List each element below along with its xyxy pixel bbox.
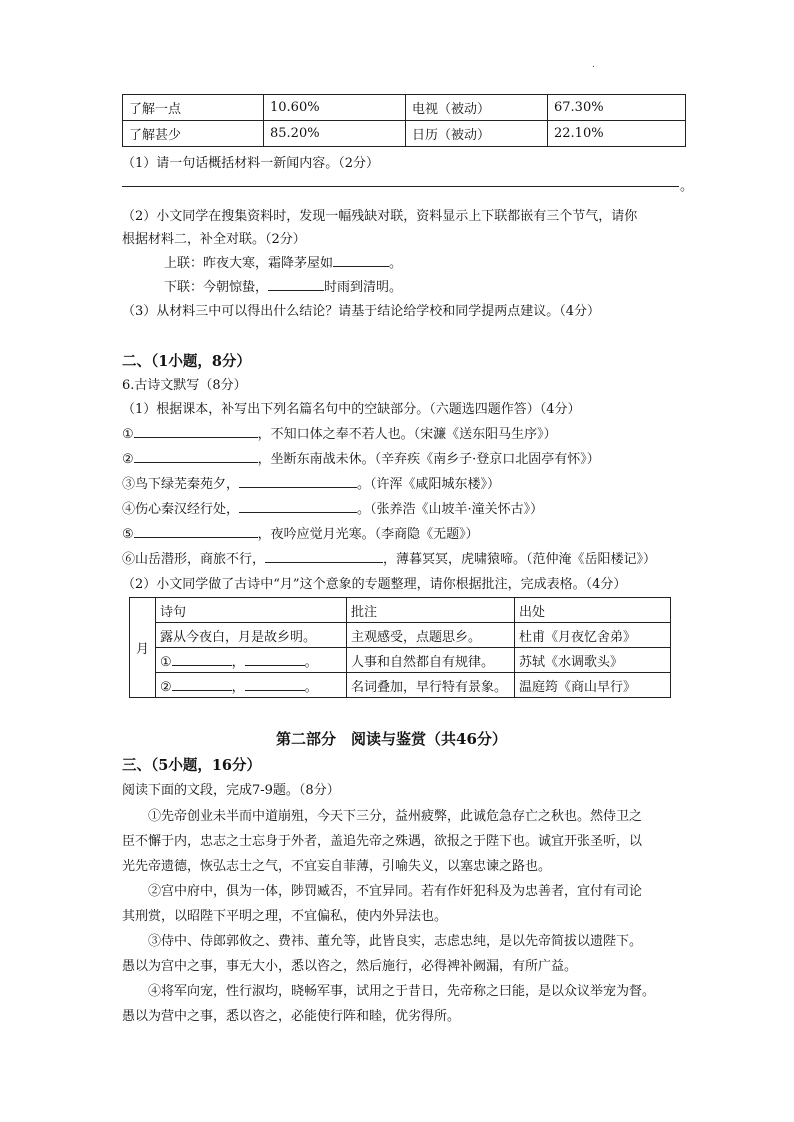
table-cell: 主观感受，点题思乡。	[347, 623, 515, 648]
paragraph-line: ②宫中府中，俱为一体，陟罚臧否，不宜异同。若有作奸犯科及为忠善者，宜付有司论	[148, 884, 643, 899]
blank[interactable]	[134, 525, 258, 538]
row-end: 。	[304, 654, 318, 670]
answer-line-end: 。	[680, 179, 694, 194]
blank[interactable]	[239, 475, 357, 488]
poem-prefix: ③鸟下绿芜秦苑夕，	[122, 477, 240, 492]
blank[interactable]	[134, 425, 258, 438]
table-header: 诗句	[156, 598, 347, 623]
moon-table	[129, 597, 671, 698]
poem-line-3	[122, 473, 500, 492]
row-number: ①	[160, 654, 172, 670]
blank[interactable]	[134, 450, 258, 463]
table-cell: 温庭筠《商山早行》	[515, 673, 671, 698]
part-2-title: 第二部分 阅读与鉴赏（共46分）	[276, 730, 507, 748]
couplet-upper-text: 上联：昨夜大寒，霜降茅屋如	[164, 256, 334, 271]
table-cell: 名词叠加，早行特有景象。	[347, 673, 515, 698]
table-cell: 露从今夜白，月是故乡明。	[156, 623, 347, 648]
table-header: 批注	[347, 598, 515, 623]
blank[interactable]	[245, 653, 305, 666]
couplet-lower-end: 时雨到清明。	[324, 280, 403, 295]
question-2-line-1: （2）小文同学在搜集资料时，发现一幅残缺对联，资料显示上下联都嵌有三个节气，请你	[122, 209, 638, 224]
table-row	[130, 623, 671, 648]
question-2-line-2: 根据材料二，补全对联。（2分）	[122, 232, 306, 247]
reading-intro: 阅读下面的文段，完成7-9题。（8分）	[122, 783, 340, 798]
table-cell	[156, 648, 347, 673]
moon-label: 月	[130, 598, 156, 698]
paragraph-line: 臣不懈于内，忠志之士忘身于外者，盖追先帝之殊遇，欲报之于陛下也。诚宜开张圣听，以	[122, 834, 643, 849]
poem-line-1	[122, 423, 557, 442]
blank[interactable]	[268, 278, 324, 291]
corner-mark: .	[592, 60, 595, 70]
survey-table	[122, 94, 686, 147]
question-1: （1）请一句话概括材料一新闻内容。（2分）	[122, 156, 380, 171]
question-6-2: （2）小文同学做了古诗中“月”这个意象的专题整理，请你根据批注，完成表格。（4分）	[122, 577, 627, 592]
table-cell: 杜甫《月夜忆舍弟》	[515, 623, 671, 648]
answer-line[interactable]	[122, 186, 679, 187]
poem-line-4	[122, 498, 543, 517]
separator: ，	[231, 654, 245, 670]
table-cell: 22.10%	[548, 121, 686, 147]
table-cell: 苏轼《水调歌头》	[515, 648, 671, 673]
poem-suffix: 。（张养浩《山坡羊·潼关怀古》）	[357, 502, 544, 517]
poem-prefix: ②	[122, 452, 134, 467]
couplet-lower-text: 下联：今朝惊蛰，	[164, 280, 269, 295]
poem-suffix: ，不知口体之奉不若人也。（宋濂《送东阳马生序》）	[257, 427, 557, 442]
couplet-lower	[164, 276, 402, 295]
poem-prefix: ⑤	[122, 527, 134, 542]
table-cell: 日历（被动）	[406, 121, 548, 147]
row-number: ②	[160, 679, 172, 695]
table-cell: 电视（被动）	[406, 95, 548, 121]
table-header: 出处	[515, 598, 671, 623]
blank[interactable]	[172, 678, 232, 691]
blank[interactable]	[245, 678, 305, 691]
table-cell: 10.60%	[264, 95, 406, 121]
table-row	[130, 648, 671, 673]
table-row	[123, 121, 686, 147]
poem-suffix: 。（许浑《咸阳城东楼》）	[357, 477, 501, 492]
table-cell: 85.20%	[264, 121, 406, 147]
table-cell: 67.30%	[548, 95, 686, 121]
poem-prefix: ⑥山岳潜形，商旅不行，	[122, 552, 266, 567]
couplet-upper	[164, 252, 402, 271]
poem-suffix: ，坐断东南战未休。（辛弃疾《南乡子·登京口北固亭有怀》）	[257, 452, 600, 467]
paragraph-line: 愚以为营中之事，悉以咨之，必能使行阵和睦，优劣得所。	[122, 1009, 461, 1024]
couplet-upper-end: 。	[389, 256, 403, 271]
poem-prefix: ①	[122, 427, 134, 442]
separator: ，	[231, 679, 245, 695]
section-3-heading: 三、（5小题，16分）	[122, 757, 262, 774]
blank[interactable]	[265, 550, 383, 563]
blank[interactable]	[333, 254, 389, 267]
table-row	[130, 598, 671, 623]
table-row	[130, 673, 671, 698]
paragraph-line: 光先帝遗德，恢弘志士之气，不宜妄自菲薄，引喻失义，以塞忠谏之路也。	[122, 859, 552, 874]
question-6-title: 6.古诗文默写（8分）	[122, 378, 247, 393]
table-cell: 了解甚少	[123, 121, 264, 147]
table-row	[123, 95, 686, 121]
paragraph-line: ①先帝创业未半而中道崩殂，今天下三分，益州疲弊，此诚危急存亡之秋也。然侍卫之	[148, 809, 643, 824]
poem-line-6	[122, 548, 656, 567]
poem-suffix: ，夜吟应觉月光寒。（李商隐《无题》）	[257, 527, 479, 542]
row-end: 。	[304, 679, 318, 695]
paragraph-line: ③侍中、侍郎郭攸之、费祎、董允等，此皆良实，志虑忠纯，是以先帝简拔以遗陛下。	[148, 934, 643, 949]
poem-line-5	[122, 523, 479, 542]
question-3: （3）从材料三中可以得出什么结论？请基于结论给学校和同学提两点建议。（4分）	[122, 304, 601, 319]
blank[interactable]	[239, 500, 357, 513]
paragraph-line: 愚以为宫中之事，事无大小，悉以咨之，然后施行，必得裨补阙漏，有所广益。	[122, 959, 578, 974]
section-2-heading: 二、（1小题，8分）	[122, 353, 251, 370]
paragraph-line: ④将军向宠，性行淑均，晓畅军事，试用之于昔日，先帝称之曰能，是以众议举宠为督。	[148, 984, 656, 999]
poem-prefix: ④伤心秦汉经行处，	[122, 502, 240, 517]
table-cell: 人事和自然都自有规律。	[347, 648, 515, 673]
question-6-1: （1）根据课本，补写出下列名篇名句中的空缺部分。（六题选四题作答）（4分）	[122, 402, 581, 417]
table-cell	[156, 673, 347, 698]
poem-suffix: ，薄暮冥冥，虎啸猿啼。（范仲淹《岳阳楼记》）	[383, 552, 657, 567]
blank[interactable]	[172, 653, 232, 666]
table-cell: 了解一点	[123, 95, 264, 121]
poem-line-2	[122, 448, 600, 467]
paragraph-line: 其刑赏，以昭陛下平明之理，不宜偏私，使内外异法也。	[122, 909, 448, 924]
